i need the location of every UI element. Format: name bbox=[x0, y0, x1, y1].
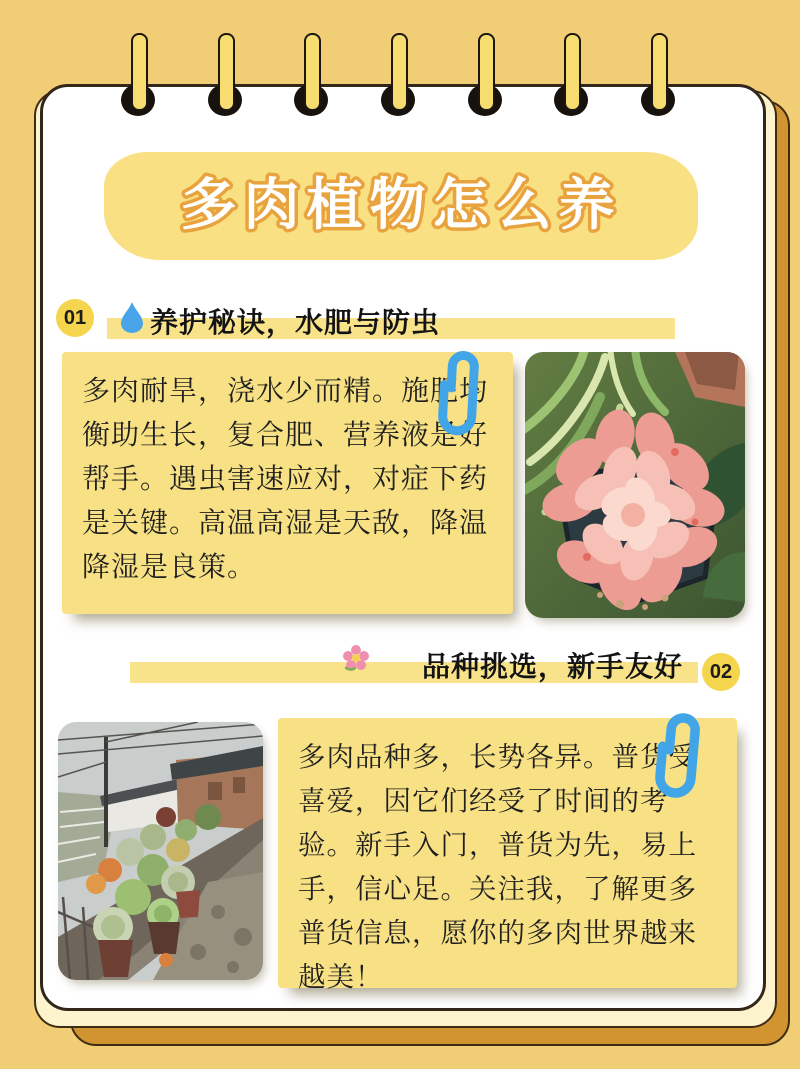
page-title: 多肉植物怎么养 bbox=[180, 173, 622, 236]
section-2-number-badge: 02 bbox=[702, 653, 740, 691]
page-title-art bbox=[104, 152, 698, 260]
pink-succulent-rosette-photo bbox=[525, 352, 745, 618]
paperclip-icon bbox=[640, 702, 703, 806]
section-2-body: 多肉品种多，长势各异。普货受喜爱，因它们经受了时间的考验。新手入门，普货为先，易上手，信心足。关注我，了解更多普货信息，愿你的多肉世界越来越美！ bbox=[298, 741, 697, 992]
paperclip-icon bbox=[425, 339, 480, 443]
flower-icon bbox=[342, 644, 370, 672]
section-1-heading: 养护秘诀，水肥与防虫 bbox=[150, 307, 441, 338]
section-2-heading: 品种挑选，新手友好 bbox=[421, 651, 683, 682]
section-1-number-badge: 01 bbox=[56, 299, 94, 337]
section-1-body: 多肉耐旱，浇水少而精。施肥均衡助生长，复合肥、营养液是好帮手。遇虫害速应对，对症下药是关键。高温高湿是天敌，降温降湿是良策。 bbox=[82, 375, 489, 582]
village-succulent-shelf-photo bbox=[58, 722, 263, 980]
water-drop-icon bbox=[120, 301, 144, 334]
